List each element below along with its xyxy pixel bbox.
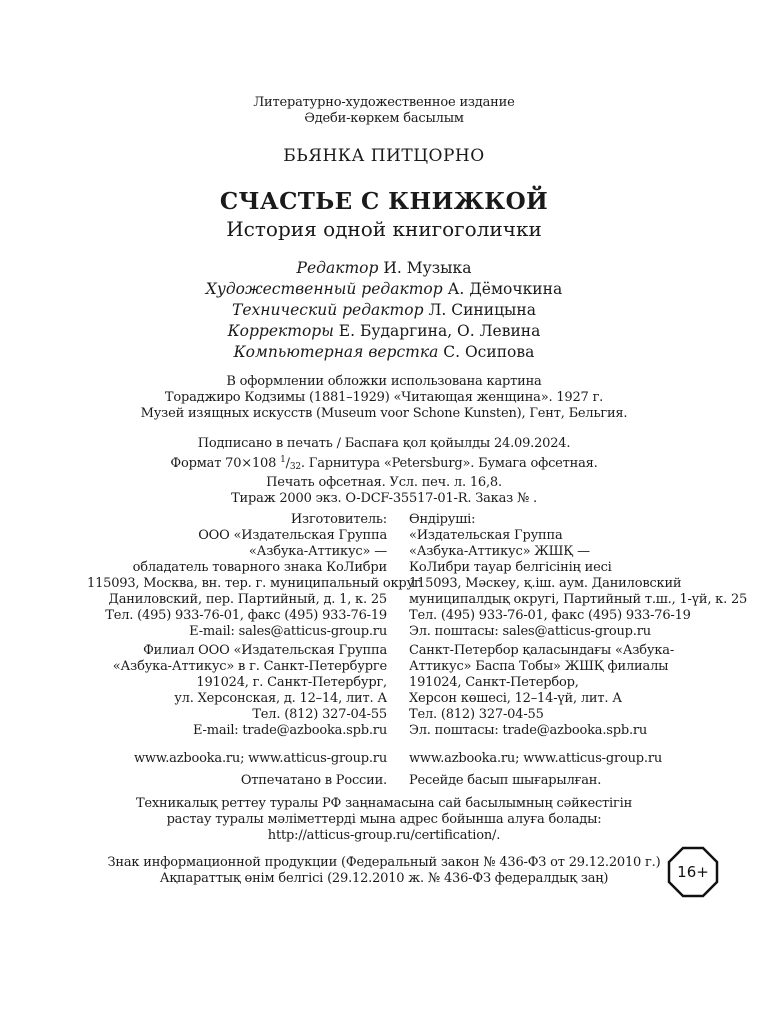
credit-line: [0, 321, 768, 342]
printed-in-kz: Ресейде басып шығарылған.: [409, 773, 602, 788]
credit-line: [0, 279, 768, 300]
credit-role: Технический редактор: [232, 301, 424, 319]
credit-role: Компьютерная верстка: [233, 343, 439, 361]
age-rating-badge: [667, 846, 719, 898]
cover-credit: [0, 374, 768, 422]
credit-person: И. Музыка: [383, 259, 472, 277]
cover-line: Музей изящных искусств (Museum voor Schone Kunsten), Гент, Бельгия.: [140, 406, 628, 421]
credits-list: [0, 258, 768, 363]
printed-in-ru: Отпечатано в России.: [240, 773, 387, 788]
age-rating-label: 16+: [677, 863, 709, 881]
run-line: Тираж 2000 экз. O-DCF-35517-01-R. Заказ № .: [231, 491, 537, 506]
edition-type: [0, 95, 768, 127]
edition-type-kz: Әдеби-көркем басылым: [304, 111, 464, 126]
credit-role: Редактор: [296, 259, 379, 277]
info-product-sign: Знак информационной продукции (Федеральный закон № 436-ФЗ от 29.12.2010 г.) Ақпараттық өнім белгісі (29.12.2010 ж. № 436-ФЗ федералдық заң): [107, 855, 661, 886]
format-numerator: 1: [280, 455, 286, 465]
print-details: [0, 436, 768, 507]
book-subtitle: История одной книгоголички: [226, 217, 542, 241]
branch-ru: Филиал ООО «Издательская Группа «Азбука-Аттикус» в г. Санкт-Петербурге 191024, г. Санкт-Петербург, ул. Херсонская, д. 12–14, лит. А Тел. (812) 327-04-55 E-mail: trade@azbooka.spb.ru: [112, 643, 387, 738]
book-title: СЧАСТЬЕ С КНИЖКОЙ: [219, 188, 549, 215]
format-line: Формат 70×108 $^1/_{32}$. Гарнитура «Petersburg». Бумага офсетная.: [170, 455, 598, 472]
certification-note: Техникалық реттеу туралы РФ заңнамасына сай басылымның сәйкестігін растау туралы мәліметтерді мына адрес бойынша алуға болады: http://atticus-group.ru/certification/.: [0, 796, 768, 844]
credit-person: С. Осипова: [443, 343, 535, 361]
manufacturer-ru: Изготовитель: ООО «Издательская Группа «Азбука-Аттикус» — обладатель товарного знака КоЛибри 115093, Москва, вн. тер. г. муниципальный округ Даниловский, пер. Партийный, д. 1, к. 25 Тел. (495) 933-76-01, факс (495) 933-76-19 E-mail: sales@atticus-group.ru: [87, 512, 421, 639]
author-name: БЬЯНКА ПИТЦОРНО: [283, 146, 485, 166]
credit-line: [0, 342, 768, 363]
credit-person: Л. Синицына: [428, 301, 536, 319]
signed-date: Подписано в печать / Баспаға қол қойылды 24.09.2024.: [197, 436, 571, 451]
cover-line: Тораджиро Кодзимы (1881–1929) «Читающая женщина». 1927 г.: [164, 390, 604, 405]
credit-role: Художественный редактор: [205, 280, 443, 298]
sheets-line: Печать офсетная. Усл. печ. л. 16,8.: [266, 475, 502, 490]
certification-url: http://atticus-group.ru/certification/.: [267, 828, 501, 843]
manufacturer-kz: Өндіруші: «Издательская Группа «Азбука-Аттикус» ЖШҚ — КоЛибри тауар белгісінің иесі 115093, Мәскеу, қ.іш. аум. Даниловский муниципалдық округі, Партийный т.ш., 1-үй, к. 25 Тел. (495) 933-76-01, факс (495) 933-76-19 Эл. поштасы: sales@atticus-group.ru: [409, 512, 748, 639]
credit-line: [0, 300, 768, 321]
edition-type-ru: Литературно-художественное издание: [253, 95, 515, 110]
credit-person: А. Дёмочкина: [447, 280, 563, 298]
cover-line: В оформлении обложки использована картина: [226, 374, 542, 389]
credit-line: [0, 258, 768, 279]
format-denominator: 32: [289, 462, 301, 472]
branch-kz: Санкт-Петербор қаласындағы «Азбука- Аттикус» Баспа Тобы» ЖШҚ филиалы 191024, Санкт-Петербор, Херсон көшесі, 12–14-үй, лит. А Тел. (812) 327-04-55 Эл. поштасы: trade@azbooka.spb.ru: [409, 643, 675, 738]
website-links-ru: www.azbooka.ru; www.atticus-group.ru: [133, 751, 387, 766]
credit-role: Корректоры: [227, 322, 334, 340]
credit-person: Е. Бударгина, О. Левина: [338, 322, 541, 340]
website-links-kz: www.azbooka.ru; www.atticus-group.ru: [409, 751, 663, 766]
